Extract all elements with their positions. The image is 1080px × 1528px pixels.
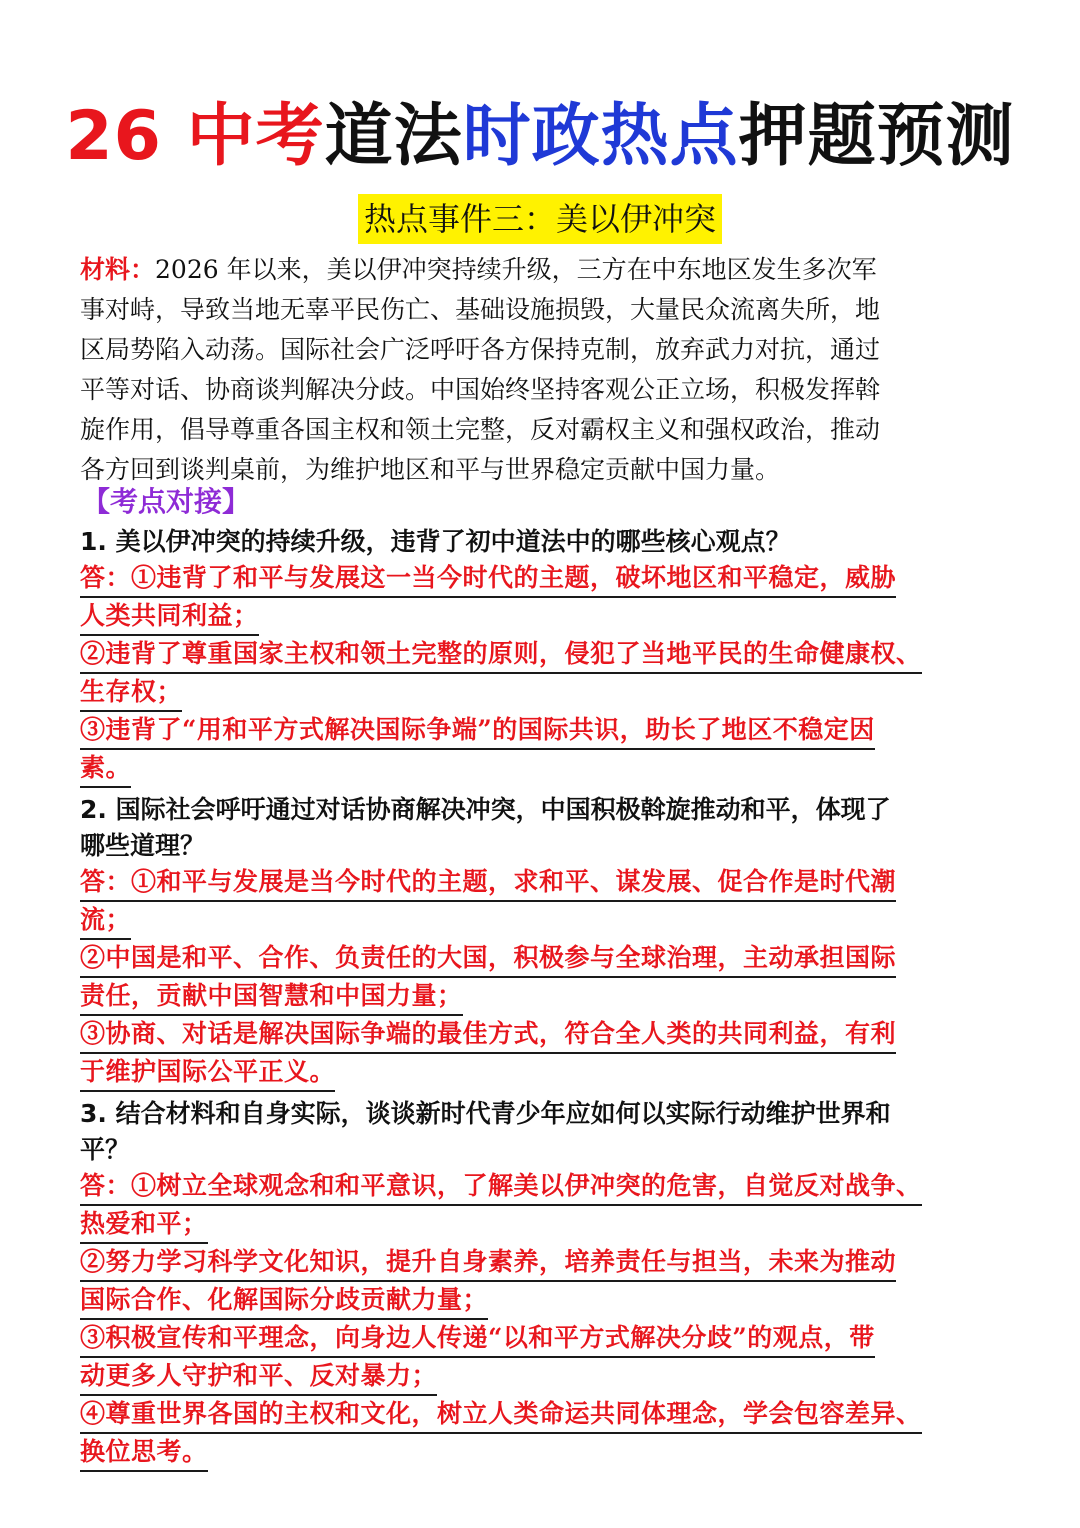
answer-item [80, 560, 1008, 636]
answer-item [80, 1396, 1008, 1472]
answer-item [80, 864, 1008, 940]
answer-item [80, 940, 1008, 1016]
question-text: 1. 美以伊冲突的持续升级，违背了初中道法中的哪些核心观点？ [80, 527, 791, 556]
question-3 [80, 1096, 1008, 1168]
title-segment: 押题预测 [738, 97, 1015, 176]
material-text: 平等对话、协商谈判解决分歧。中国始终坚持客观公正立场，积极发挥斡 [80, 375, 881, 404]
questions-section [80, 520, 1008, 1472]
material-text: 各方回到谈判桌前，为维护地区和平与世界稳定贡献中国力量。 [80, 455, 781, 484]
section-title-exam-points: 【考点对接】 [82, 485, 251, 518]
question-1 [80, 524, 1008, 560]
answer-line: ②中国是和平、合作、负责任的大国，积极参与全球治理，主动承担国际 [80, 940, 896, 978]
material-text: 事对峙，导致当地无辜平民伤亡、基础设施损毁，大量民众流离失所，地 [80, 295, 881, 324]
material-text: 区局势陷入动荡。国际社会广泛呼吁各方保持克制，放弃武力对抗，通过 [80, 335, 881, 364]
hot-event-subtitle: 热点事件三：美以伊冲突 [358, 194, 722, 244]
answer-line: ④尊重世界各国的主权和文化，树立人类命运共同体理念，学会包容差异、 [80, 1396, 922, 1434]
page-title [0, 92, 1080, 182]
answer-line: 答：①树立全球观念和和平意识，了解美以伊冲突的危害，自觉反对战争、 [80, 1168, 922, 1206]
answer-line: ②违背了尊重国家主权和领土完整的原则，侵犯了当地平民的生命健康权、 [80, 636, 922, 674]
material-text: 2026 年以来，美以伊冲突持续升级，三方在中东地区发生多次军 [155, 255, 877, 284]
answer-line: 人类共同利益； [80, 598, 259, 636]
material-line [80, 330, 1004, 370]
answer-line: 流； [80, 902, 131, 940]
answer-line: 换位思考。 [80, 1434, 208, 1472]
answer-line: 答：①和平与发展是当今时代的主题，求和平、谋发展、促合作是时代潮 [80, 864, 896, 902]
answer-item [80, 1320, 1008, 1396]
material-line [80, 410, 1004, 450]
material-paragraph [80, 250, 1004, 490]
answer-item [80, 712, 1008, 788]
answer-line: ③协商、对话是解决国际争端的最佳方式，符合全人类的共同利益，有利 [80, 1016, 896, 1054]
material-line [80, 290, 1004, 330]
answer-item [80, 636, 1008, 712]
answer-line: ③违背了“用和平方式解决国际争端”的国际共识，助长了地区不稳定因 [80, 712, 875, 750]
answer-item [80, 1168, 1008, 1244]
title-segment: 时政热点 [462, 97, 739, 176]
answer-line: 国际合作、化解国际分歧贡献力量； [80, 1282, 488, 1320]
answer-item [80, 1016, 1008, 1092]
title-segment: 26 [65, 97, 187, 176]
answer-line: 答：①违背了和平与发展这一当今时代的主题，破坏地区和平稳定，威胁 [80, 560, 896, 598]
question-text: 2. 国际社会呼吁通过对话协商解决冲突，中国积极斡旋推动和平，体现了 [80, 795, 891, 824]
question-text: 3. 结合材料和自身实际，谈谈新时代青少年应如何以实际行动维护世界和 [80, 1099, 891, 1128]
question-text: 哪些道理？ [80, 831, 206, 860]
answer-line: 素。 [80, 750, 131, 788]
answer-line: 于维护国际公平正义。 [80, 1054, 335, 1092]
answer-line: 责任，贡献中国智慧和中国力量； [80, 978, 463, 1016]
material-label: 材料： [80, 255, 156, 284]
title-segment: 道法 [324, 97, 463, 176]
question-text: 平？ [80, 1135, 131, 1164]
answer-line: 动更多人守护和平、反对暴力； [80, 1358, 437, 1396]
material-line [80, 370, 1004, 410]
material-line [80, 250, 1004, 290]
answer-item [80, 1244, 1008, 1320]
answer-line: 生存权； [80, 674, 182, 712]
answer-line: ③积极宣传和平理念，向身边人传递“以和平方式解决分歧”的观点，带 [80, 1320, 875, 1358]
material-text: 旋作用，倡导尊重各国主权和领土完整，反对霸权主义和强权政治，推动 [80, 415, 881, 444]
answer-line: 热爱和平； [80, 1206, 208, 1244]
question-2 [80, 792, 1008, 864]
answer-line: ②努力学习科学文化知识，提升自身素养，培养责任与担当，未来为推动 [80, 1244, 896, 1282]
title-segment: 中考 [186, 97, 325, 176]
